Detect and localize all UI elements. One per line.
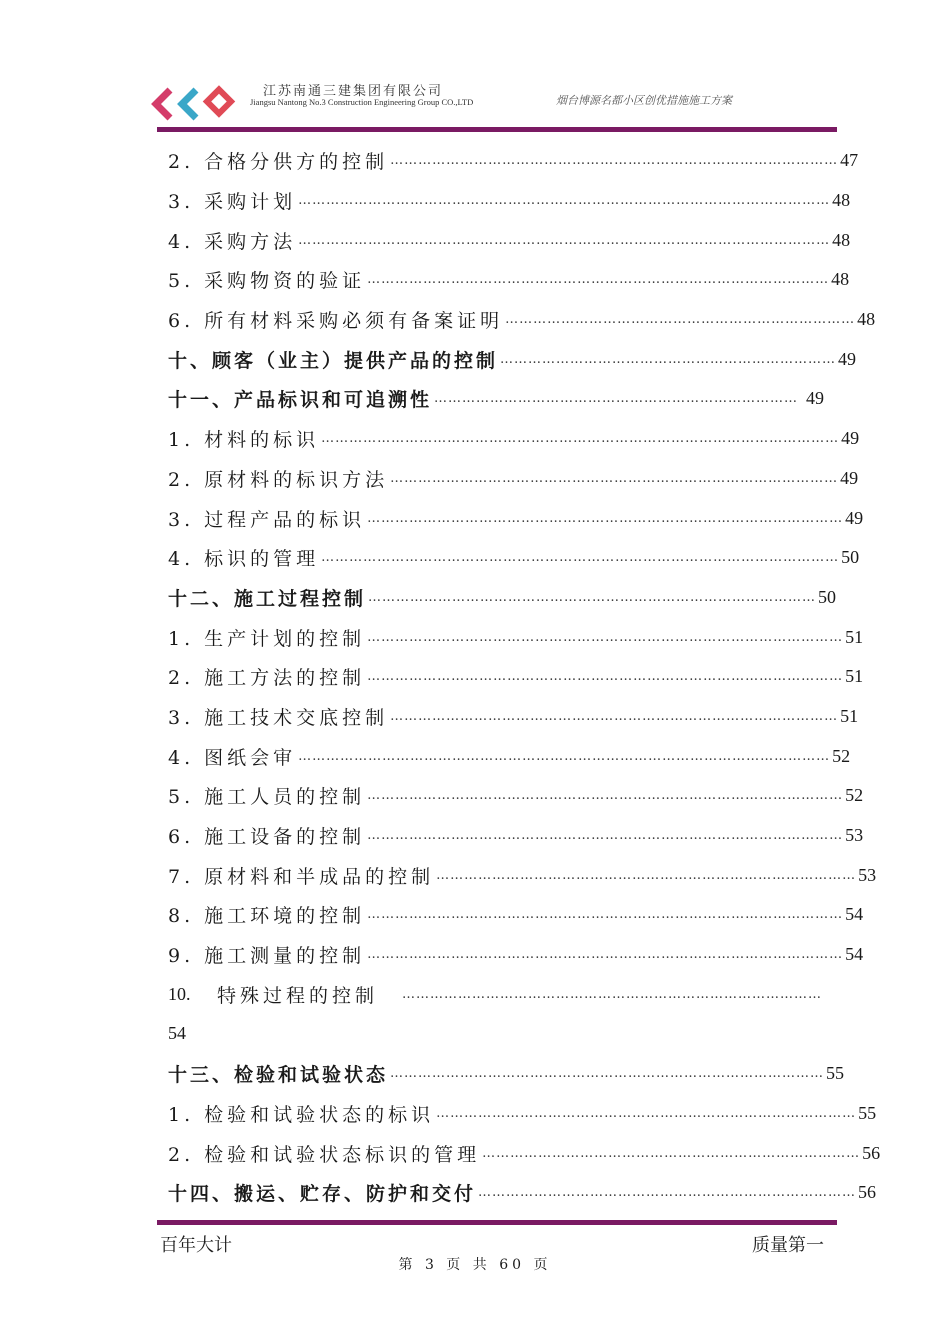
toc-entry-title: 1. 生产计划的控制 xyxy=(168,627,366,650)
toc-leader-dots: …………………………………………………………………………………… xyxy=(390,153,839,169)
toc-entry[interactable] xyxy=(168,459,859,499)
toc-entry[interactable] xyxy=(168,260,850,300)
toc-page-number: 50 xyxy=(818,586,837,607)
toc-leader-dots: …………………………………………………………………………………… xyxy=(390,708,839,724)
toc-page-number: 55 xyxy=(826,1063,845,1084)
toc-entry[interactable] xyxy=(168,935,864,975)
toc-entry-title: 7. 原材料和半成品的控制 xyxy=(168,865,435,888)
toc-entry-title: 5. 采购物资的验证 xyxy=(168,270,366,293)
toc-entry-title: 4. 标识的管理 xyxy=(168,548,320,571)
toc-entry-title: 6. 施工设备的控制 xyxy=(168,826,366,849)
toc-page-number: 53 xyxy=(858,864,877,885)
toc-entry-title: 1. 材料的标识 xyxy=(168,429,320,452)
toc-page-number: 49 xyxy=(840,467,859,488)
toc-entry-title: 4. 图纸会审 xyxy=(168,746,297,769)
toc-entry[interactable] xyxy=(168,776,864,816)
toc-page-number: 53 xyxy=(845,825,864,846)
toc-leader-dots: …………………………………………………………………………………… xyxy=(390,470,839,486)
toc-page-number: 48 xyxy=(857,309,876,330)
toc-entry[interactable] xyxy=(168,141,859,181)
toc-entry[interactable] xyxy=(168,300,876,340)
toc-leader-dots: ………………………………………………………………………………………… xyxy=(367,510,844,526)
toc-entry-title: 十二、施工过程控制 xyxy=(168,587,367,610)
toc-leader-dots: ……………………………………………………………………………… xyxy=(436,1105,857,1121)
toc-leader-dots: ………………………………………………………………………………………… xyxy=(367,828,844,844)
toc-entry[interactable] xyxy=(168,1054,845,1094)
toc-page-number: 52 xyxy=(832,745,851,766)
toc-entry-title: 2. 施工方法的控制 xyxy=(168,667,366,690)
toc-entry[interactable] xyxy=(168,1133,881,1173)
toc-page-number: 56 xyxy=(862,1142,881,1163)
toc-leader-dots: ………………………………………………………………………………………………… xyxy=(321,550,840,566)
toc-leader-dots: ………………………………………………………………………………………… xyxy=(367,629,844,645)
footer-slogan-right: 质量第一 xyxy=(752,1235,824,1256)
toc-leader-dots: ………………………………………………………………………………… xyxy=(390,1066,825,1082)
company-logo-icon xyxy=(152,84,240,124)
toc-entry-title: 十四、搬运、贮存、防护和交付 xyxy=(168,1183,477,1206)
company-name-cn: 江苏南通三建集团有限公司 xyxy=(263,84,444,99)
toc-entry[interactable] xyxy=(168,617,864,657)
toc-entry-title: 5. 施工人员的控制 xyxy=(168,786,366,809)
toc-page-number: 51 xyxy=(845,666,864,687)
toc-page-number: 49 xyxy=(806,388,824,409)
toc-entry-title: 十一、产品标识和可追溯性 xyxy=(168,389,433,412)
toc-entry-title: 3. 过程产品的标识 xyxy=(168,508,366,531)
footer-divider xyxy=(157,1220,837,1225)
toc-entry-wrapped-page xyxy=(168,1014,824,1054)
toc-entry[interactable] xyxy=(168,419,860,459)
toc-leader-dots: ……………………………………………………………………… xyxy=(478,1185,857,1201)
toc-entry-title: 2. 合格分供方的控制 xyxy=(168,151,389,174)
page-header xyxy=(0,0,950,135)
toc-entry-title: 3. 施工技术交底控制 xyxy=(168,706,389,729)
toc-entry-title: 十三、检验和试验状态 xyxy=(168,1064,389,1087)
footer-slogan-left: 百年大计 xyxy=(160,1235,232,1256)
toc-page-number: 50 xyxy=(841,547,860,568)
toc-page-number: 48 xyxy=(831,269,850,290)
toc-page-number: 49 xyxy=(838,348,857,369)
toc-leader-dots: …………………………………………………………………………………………………… xyxy=(298,232,831,248)
toc-entry-title: 2. 原材料的标识方法 xyxy=(168,468,389,491)
toc-entry-wrapped[interactable] xyxy=(168,974,824,1014)
toc-page-number: 49 xyxy=(841,428,860,449)
toc-entry-number: 10. xyxy=(168,983,191,1004)
toc-entry[interactable] xyxy=(168,736,851,776)
toc-leader-dots: ………………………………………………………………………………………………… xyxy=(321,431,840,447)
toc-entry[interactable] xyxy=(168,498,864,538)
toc-entry[interactable] xyxy=(168,1173,877,1213)
toc-page-number: 47 xyxy=(840,150,859,171)
toc-leader-dots: ……………………………………………………………………………… xyxy=(402,986,822,1002)
header-divider xyxy=(157,127,837,132)
table-of-contents xyxy=(168,141,881,1213)
toc-entry-title: 1. 检验和试验状态的标识 xyxy=(168,1103,435,1126)
toc-entry-title: 十、顾客（业主）提供产品的控制 xyxy=(168,349,499,372)
toc-leader-dots: ………………………………………………………………………………………… xyxy=(367,947,844,963)
toc-entry[interactable] xyxy=(168,538,860,578)
toc-page-number: 51 xyxy=(845,626,864,647)
toc-leader-dots: ………………………………………………………………………………………… xyxy=(367,907,844,923)
page-number-info: 第 3 页 共 60 页 xyxy=(398,1257,552,1273)
company-name-en: Jiangsu Nantong No.3 Construction Engineering Group CO.,LTD xyxy=(250,97,474,107)
toc-leader-dots: ………………………………………………………………………………………… xyxy=(367,669,844,685)
toc-entry-title: 9. 施工测量的控制 xyxy=(168,945,366,968)
toc-entry[interactable] xyxy=(168,816,864,856)
toc-leader-dots: ……………………………………………………………………………………… xyxy=(367,272,830,288)
toc-leader-dots: ………………………………………………………………… xyxy=(505,312,856,328)
toc-entry-title: 2. 检验和试验状态标识的管理 xyxy=(168,1143,481,1166)
toc-leader-dots: …………………………………………………………………………………………………… xyxy=(298,748,831,764)
toc-page-number: 54 xyxy=(845,944,864,965)
toc-leader-dots: …………………………………………………………………… xyxy=(434,391,799,407)
toc-entry[interactable] xyxy=(168,578,837,618)
toc-page-number: 54 xyxy=(845,904,864,925)
toc-page-number: 54 xyxy=(168,1023,186,1044)
toc-page-number: 52 xyxy=(845,785,864,806)
toc-entry-title: 6. 所有材料采购必须有备案证明 xyxy=(168,310,504,333)
toc-leader-dots: …………………………………………………………………………………………………… xyxy=(298,193,831,209)
toc-page-number: 51 xyxy=(840,705,859,726)
toc-entry-title: 8. 施工环境的控制 xyxy=(168,905,366,928)
toc-entry-title: 特殊过程的控制 xyxy=(216,984,378,1007)
toc-entry[interactable] xyxy=(168,657,864,697)
toc-page-number: 55 xyxy=(858,1102,877,1123)
toc-entry[interactable] xyxy=(168,220,851,260)
toc-entry[interactable] xyxy=(168,895,864,935)
toc-entry[interactable] xyxy=(168,379,824,419)
toc-leader-dots: ………………………………………………………………………………………… xyxy=(367,788,844,804)
toc-page-number: 48 xyxy=(832,190,851,211)
toc-entry[interactable] xyxy=(168,1094,877,1134)
toc-entry[interactable] xyxy=(168,697,859,737)
toc-entry[interactable] xyxy=(168,855,877,895)
toc-entry[interactable] xyxy=(168,181,851,221)
toc-leader-dots: ……………………………………………………………………… xyxy=(482,1145,861,1161)
toc-page-number: 49 xyxy=(845,507,864,528)
toc-page-number: 56 xyxy=(858,1182,877,1203)
document-title: 烟台博源名都小区创优措施施工方案 xyxy=(556,94,732,107)
toc-leader-dots: …………………………………………………………………………………… xyxy=(368,589,817,605)
toc-entry-title: 4. 采购方法 xyxy=(168,230,297,253)
toc-entry[interactable] xyxy=(168,339,857,379)
toc-leader-dots: ……………………………………………………………… xyxy=(500,351,837,367)
toc-leader-dots: ……………………………………………………………………………… xyxy=(436,867,857,883)
toc-entry-title: 3. 采购计划 xyxy=(168,191,297,214)
toc-page-number: 48 xyxy=(832,229,851,250)
